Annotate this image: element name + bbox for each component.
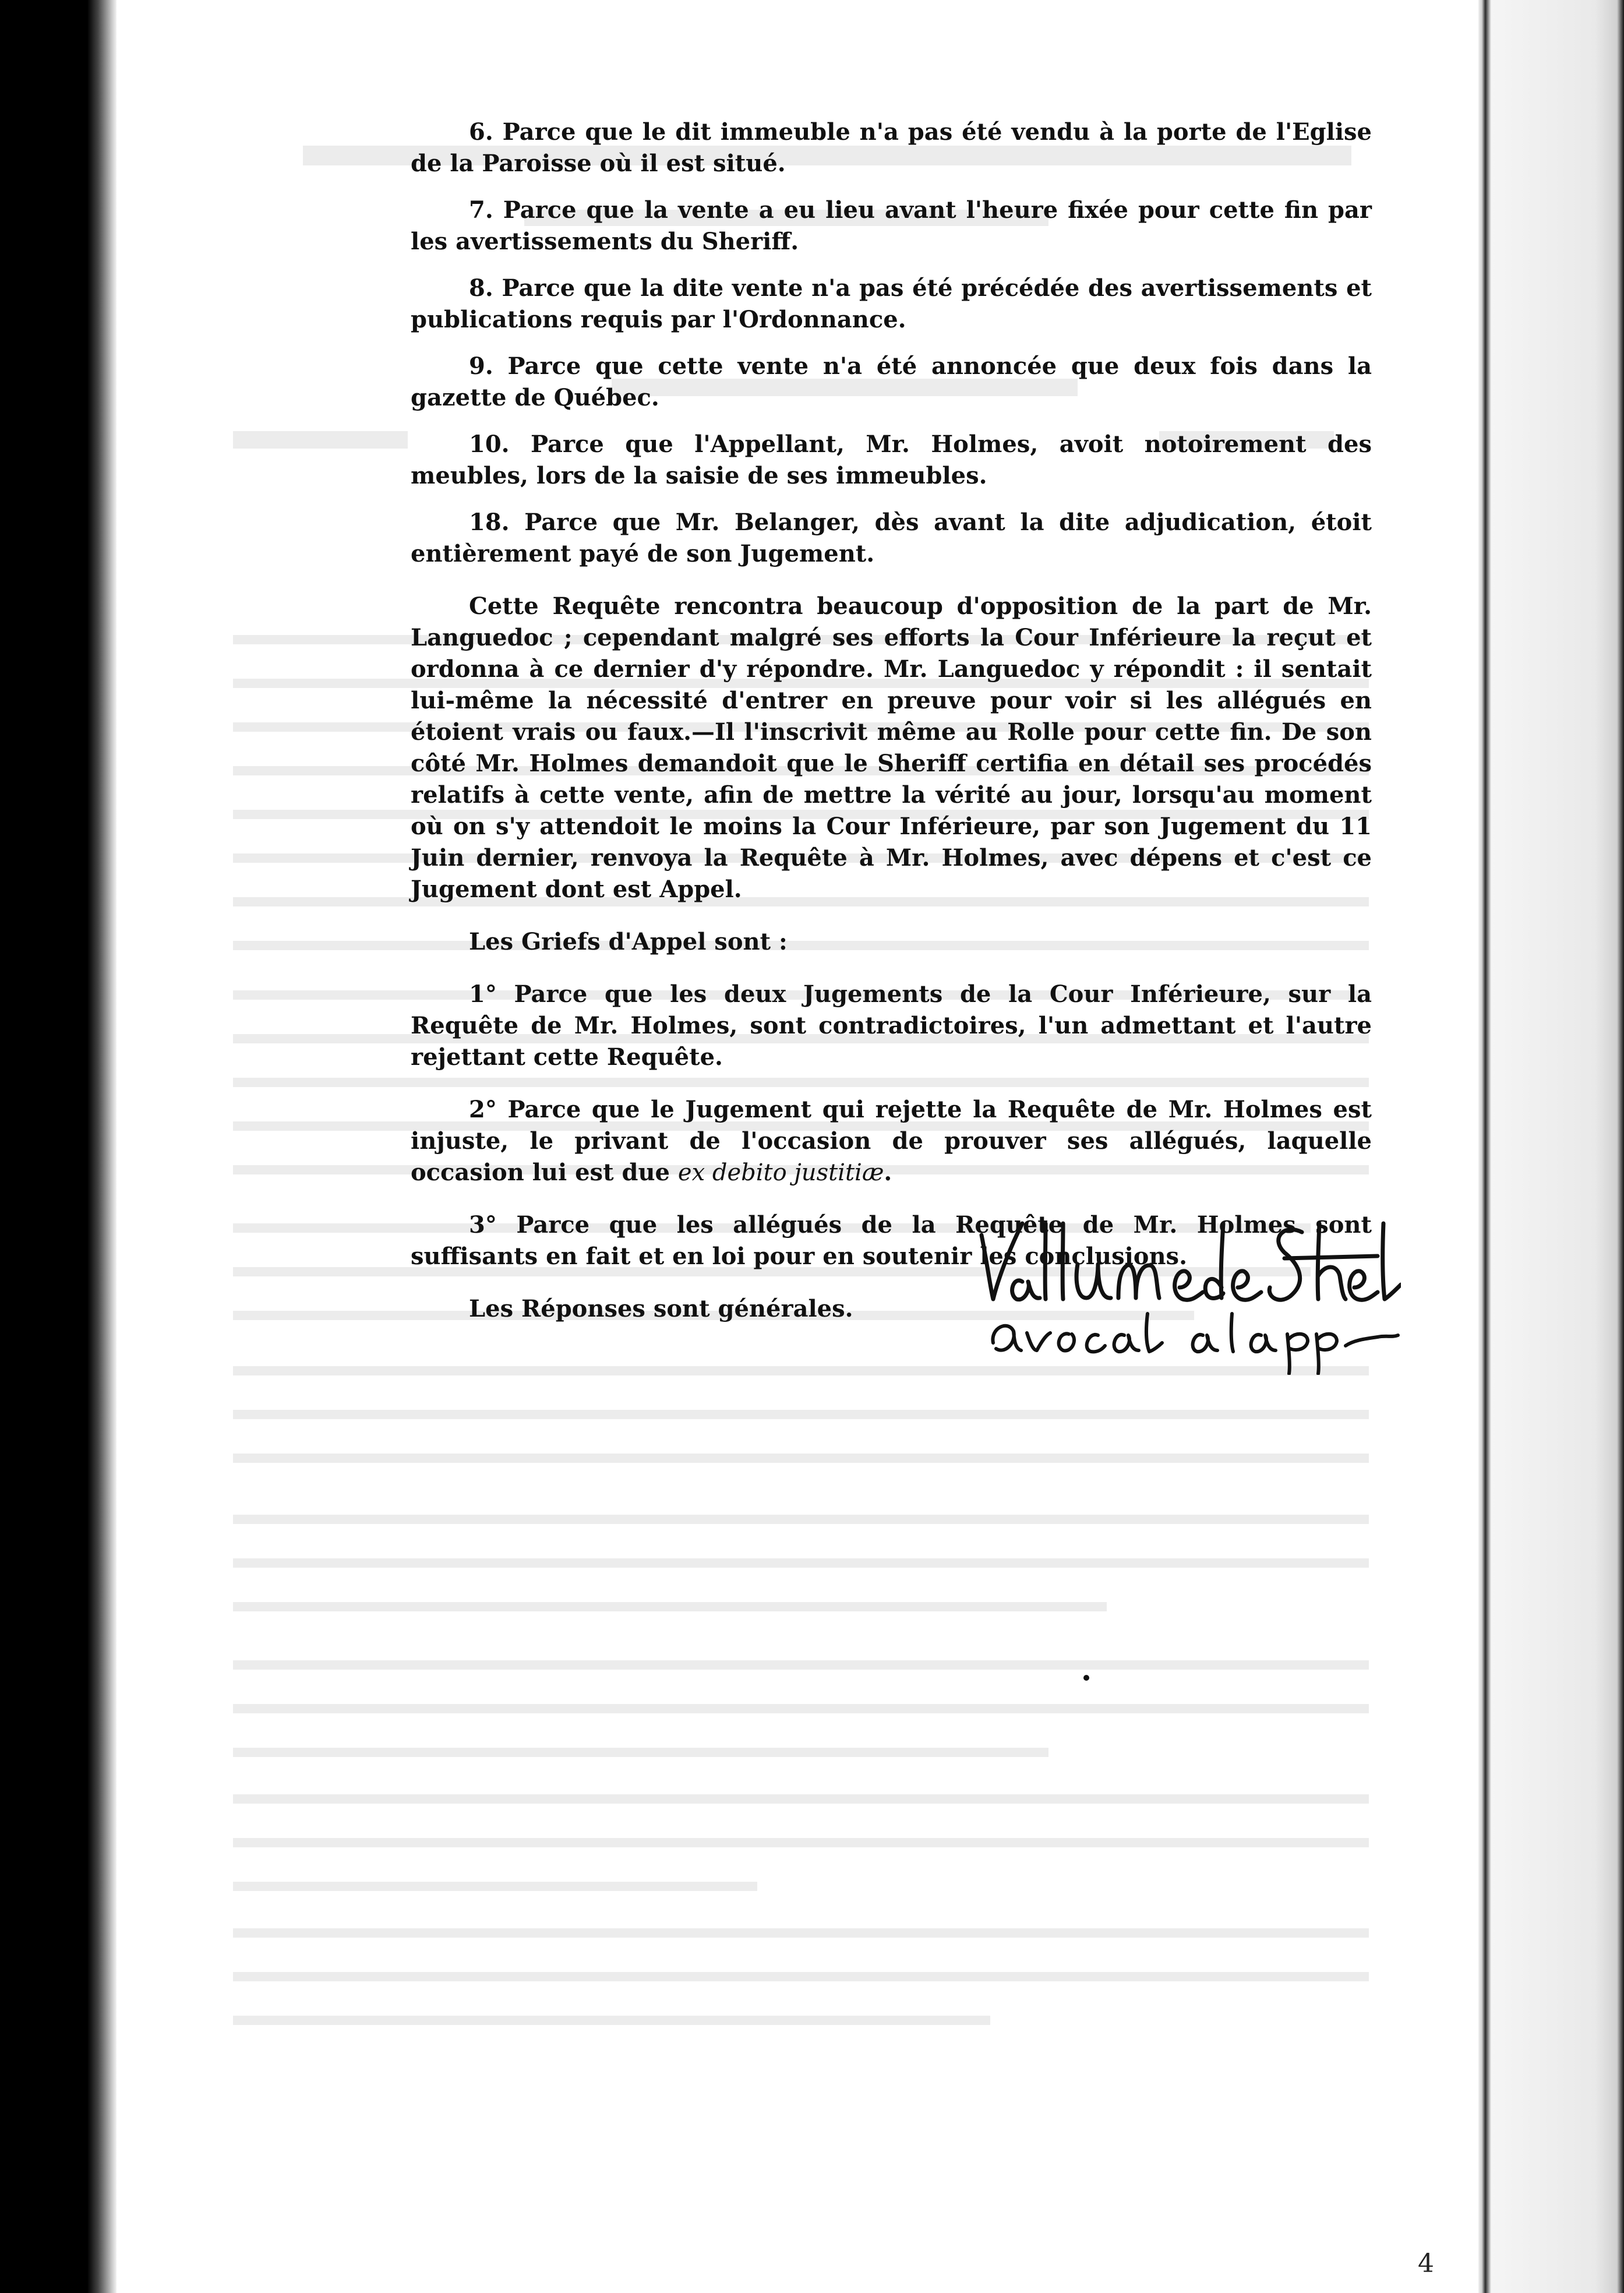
- document-body: [411, 117, 1372, 1340]
- paragraph-text: 2° Parce que le Jugement qui rejette la Requête de Mr. Holmes est injuste, le privant de l'occasion de prouver ses allégués, laquelle occasion lui est due: [411, 1096, 1372, 1186]
- paragraph-text: Les Griefs d'Appel sont :: [469, 928, 788, 955]
- griefs-heading: [411, 926, 1372, 958]
- grief-7-paragraph: [411, 195, 1372, 257]
- narrative-paragraph: [411, 591, 1372, 905]
- paragraph-text: 3° Parce que les allégués de la Requête de Mr. Holmes sont suffisants en fait et en loi pour en soutenir les conclusions.: [411, 1211, 1372, 1270]
- paragraph-text: 9. Parce que cette vente n'a été annoncée que deux fois dans la gazette de Québec.: [411, 352, 1372, 411]
- paragraph-text: 8. Parce que la dite vente n'a pas été précédée des avertissements et publications requis par l'Ordonnance.: [411, 274, 1372, 333]
- ink-dot: [1083, 1675, 1089, 1681]
- page-number: 4: [1418, 2249, 1434, 2278]
- latin-phrase: ex debito justitiæ: [677, 1159, 884, 1186]
- grief-9-paragraph: [411, 351, 1372, 414]
- paragraph-text: 18. Parce que Mr. Belanger, dès avant la dite adjudication, étoit entièrement payé de son Jugement.: [411, 509, 1372, 567]
- signature-drawing: [958, 1200, 1401, 1375]
- paragraph-text: Les Réponses sont générales.: [469, 1295, 853, 1322]
- paragraph-text: 7. Parce que la vente a eu lieu avant l'heure fixée pour cette fin par les avertissements du Sheriff.: [411, 196, 1372, 255]
- scan-left-border: [0, 0, 116, 2293]
- grief-18-paragraph: [411, 507, 1372, 570]
- handwritten-signature: [958, 1200, 1401, 1375]
- grief-10-paragraph: [411, 429, 1372, 492]
- appeal-grief-2-paragraph: [411, 1094, 1372, 1188]
- scan-right-border: [1478, 0, 1624, 2293]
- paragraph-text: 10. Parce que l'Appellant, Mr. Holmes, avoit notoirement des meubles, lors de la saisie de ses immeubles.: [411, 431, 1372, 489]
- appeal-grief-1-paragraph: [411, 979, 1372, 1073]
- grief-6-paragraph: [411, 117, 1372, 179]
- paragraph-text-end: .: [884, 1159, 892, 1186]
- paragraph-text: 6. Parce que le dit immeuble n'a pas été vendu à la porte de l'Eglise de la Paroisse où il est situé.: [411, 118, 1372, 177]
- paragraph-text: Cette Requête rencontra beaucoup d'opposition de la part de Mr. Languedoc ; cependant malgré ses efforts la Cour Inférieure la reçut et ordonna à ce dernier d'y répondre. Mr. Languedoc y répondit : il sentait lui-même la nécessité d'entrer en preuve pour voir si les allégués en étoient vrais ou faux.—Il l'inscrivit même au Rolle pour cette fin. De son côté Mr. Holmes demandoit que le Sheriff certifia en détail ses procédés relatifs à cette vente, afin de mettre la vérité au jour, lorsqu'au moment où on s'y attendoit le moins la Cour Inférieure, par son Jugement du 11 Juin dernier, renvoya la Requête à Mr. Holmes, avec dépens et c'est ce Jugement dont est Appel.: [411, 592, 1372, 903]
- grief-8-paragraph: [411, 273, 1372, 336]
- paragraph-text: 1° Parce que les deux Jugements de la Cour Inférieure, sur la Requête de Mr. Holmes, sont contradictoires, l'un admettant et l'autre rejettant cette Requête.: [411, 980, 1372, 1071]
